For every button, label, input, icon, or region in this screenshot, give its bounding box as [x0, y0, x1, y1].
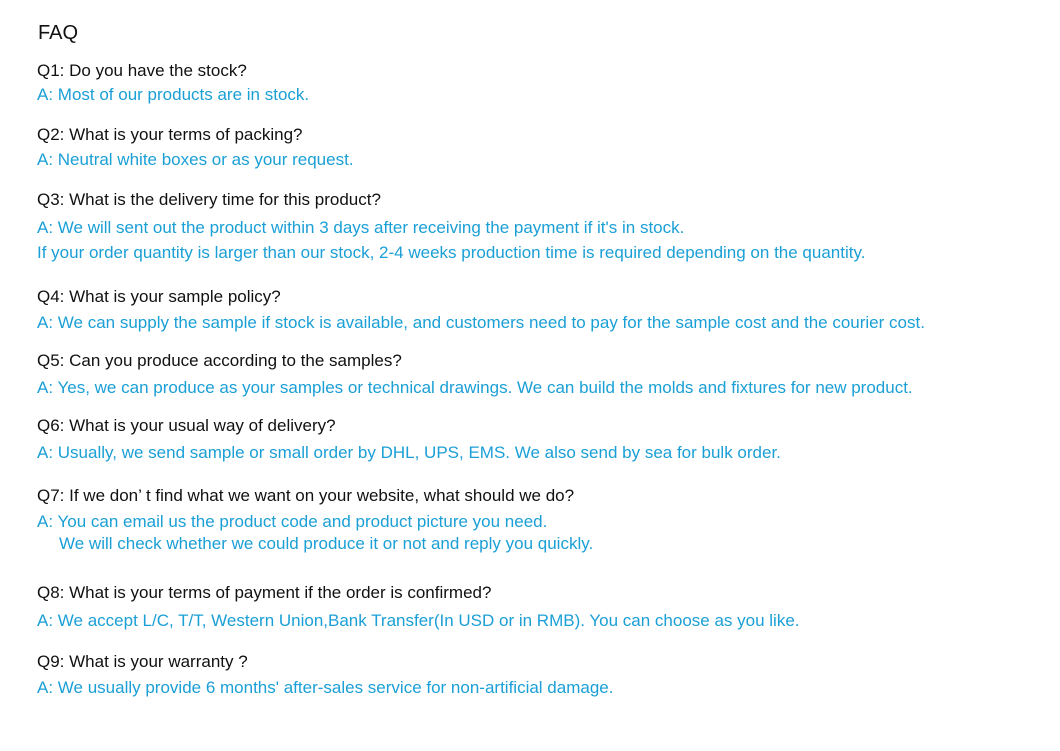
faq-answer-7-line-2: We will check whether we could produce it or not and reply you quickly. [59, 534, 594, 553]
faq-answer-7: A: You can email us the product code and product picture you need. [37, 512, 548, 531]
page-title: FAQ [38, 22, 79, 44]
faq-answer-5: A: Yes, we can produce as your samples or technical drawings. We can build the molds and fixtures for new product. [37, 378, 913, 397]
faq-answer-3-line-2: If your order quantity is larger than our stock, 2-4 weeks production time is required depending on the quantity. [37, 243, 866, 262]
faq-answer-3: A: We will sent out the product within 3 days after receiving the payment if it's in stock. [37, 218, 685, 237]
faq-question-7: Q7: If we don’ t find what we want on your website, what should we do? [37, 486, 575, 505]
faq-question-6: Q6: What is your usual way of delivery? [37, 416, 336, 435]
faq-answer-1: A: Most of our products are in stock. [37, 85, 310, 104]
faq-answer-4: A: We can supply the sample if stock is available, and customers need to pay for the sample cost and the courier cost. [37, 313, 925, 332]
faq-question-4: Q4: What is your sample policy? [37, 287, 281, 306]
faq-question-5: Q5: Can you produce according to the samples? [37, 351, 402, 370]
faq-question-9: Q9: What is your warranty ? [37, 652, 248, 671]
faq-question-1: Q1: Do you have the stock? [37, 61, 247, 80]
faq-answer-8: A: We accept L/C, T/T, Western Union,Bank Transfer(In USD or in RMB). You can choose as you like. [37, 611, 800, 630]
faq-question-8: Q8: What is your terms of payment if the order is confirmed? [37, 583, 492, 602]
faq-answer-6: A: Usually, we send sample or small order by DHL, UPS, EMS. We also send by sea for bulk order. [37, 443, 781, 462]
faq-question-3: Q3: What is the delivery time for this product? [37, 190, 381, 209]
faq-answer-2: A: Neutral white boxes or as your request. [37, 150, 354, 169]
faq-question-2: Q2: What is your terms of packing? [37, 125, 303, 144]
faq-answer-9: A: We usually provide 6 months' after-sales service for non-artificial damage. [37, 678, 614, 697]
